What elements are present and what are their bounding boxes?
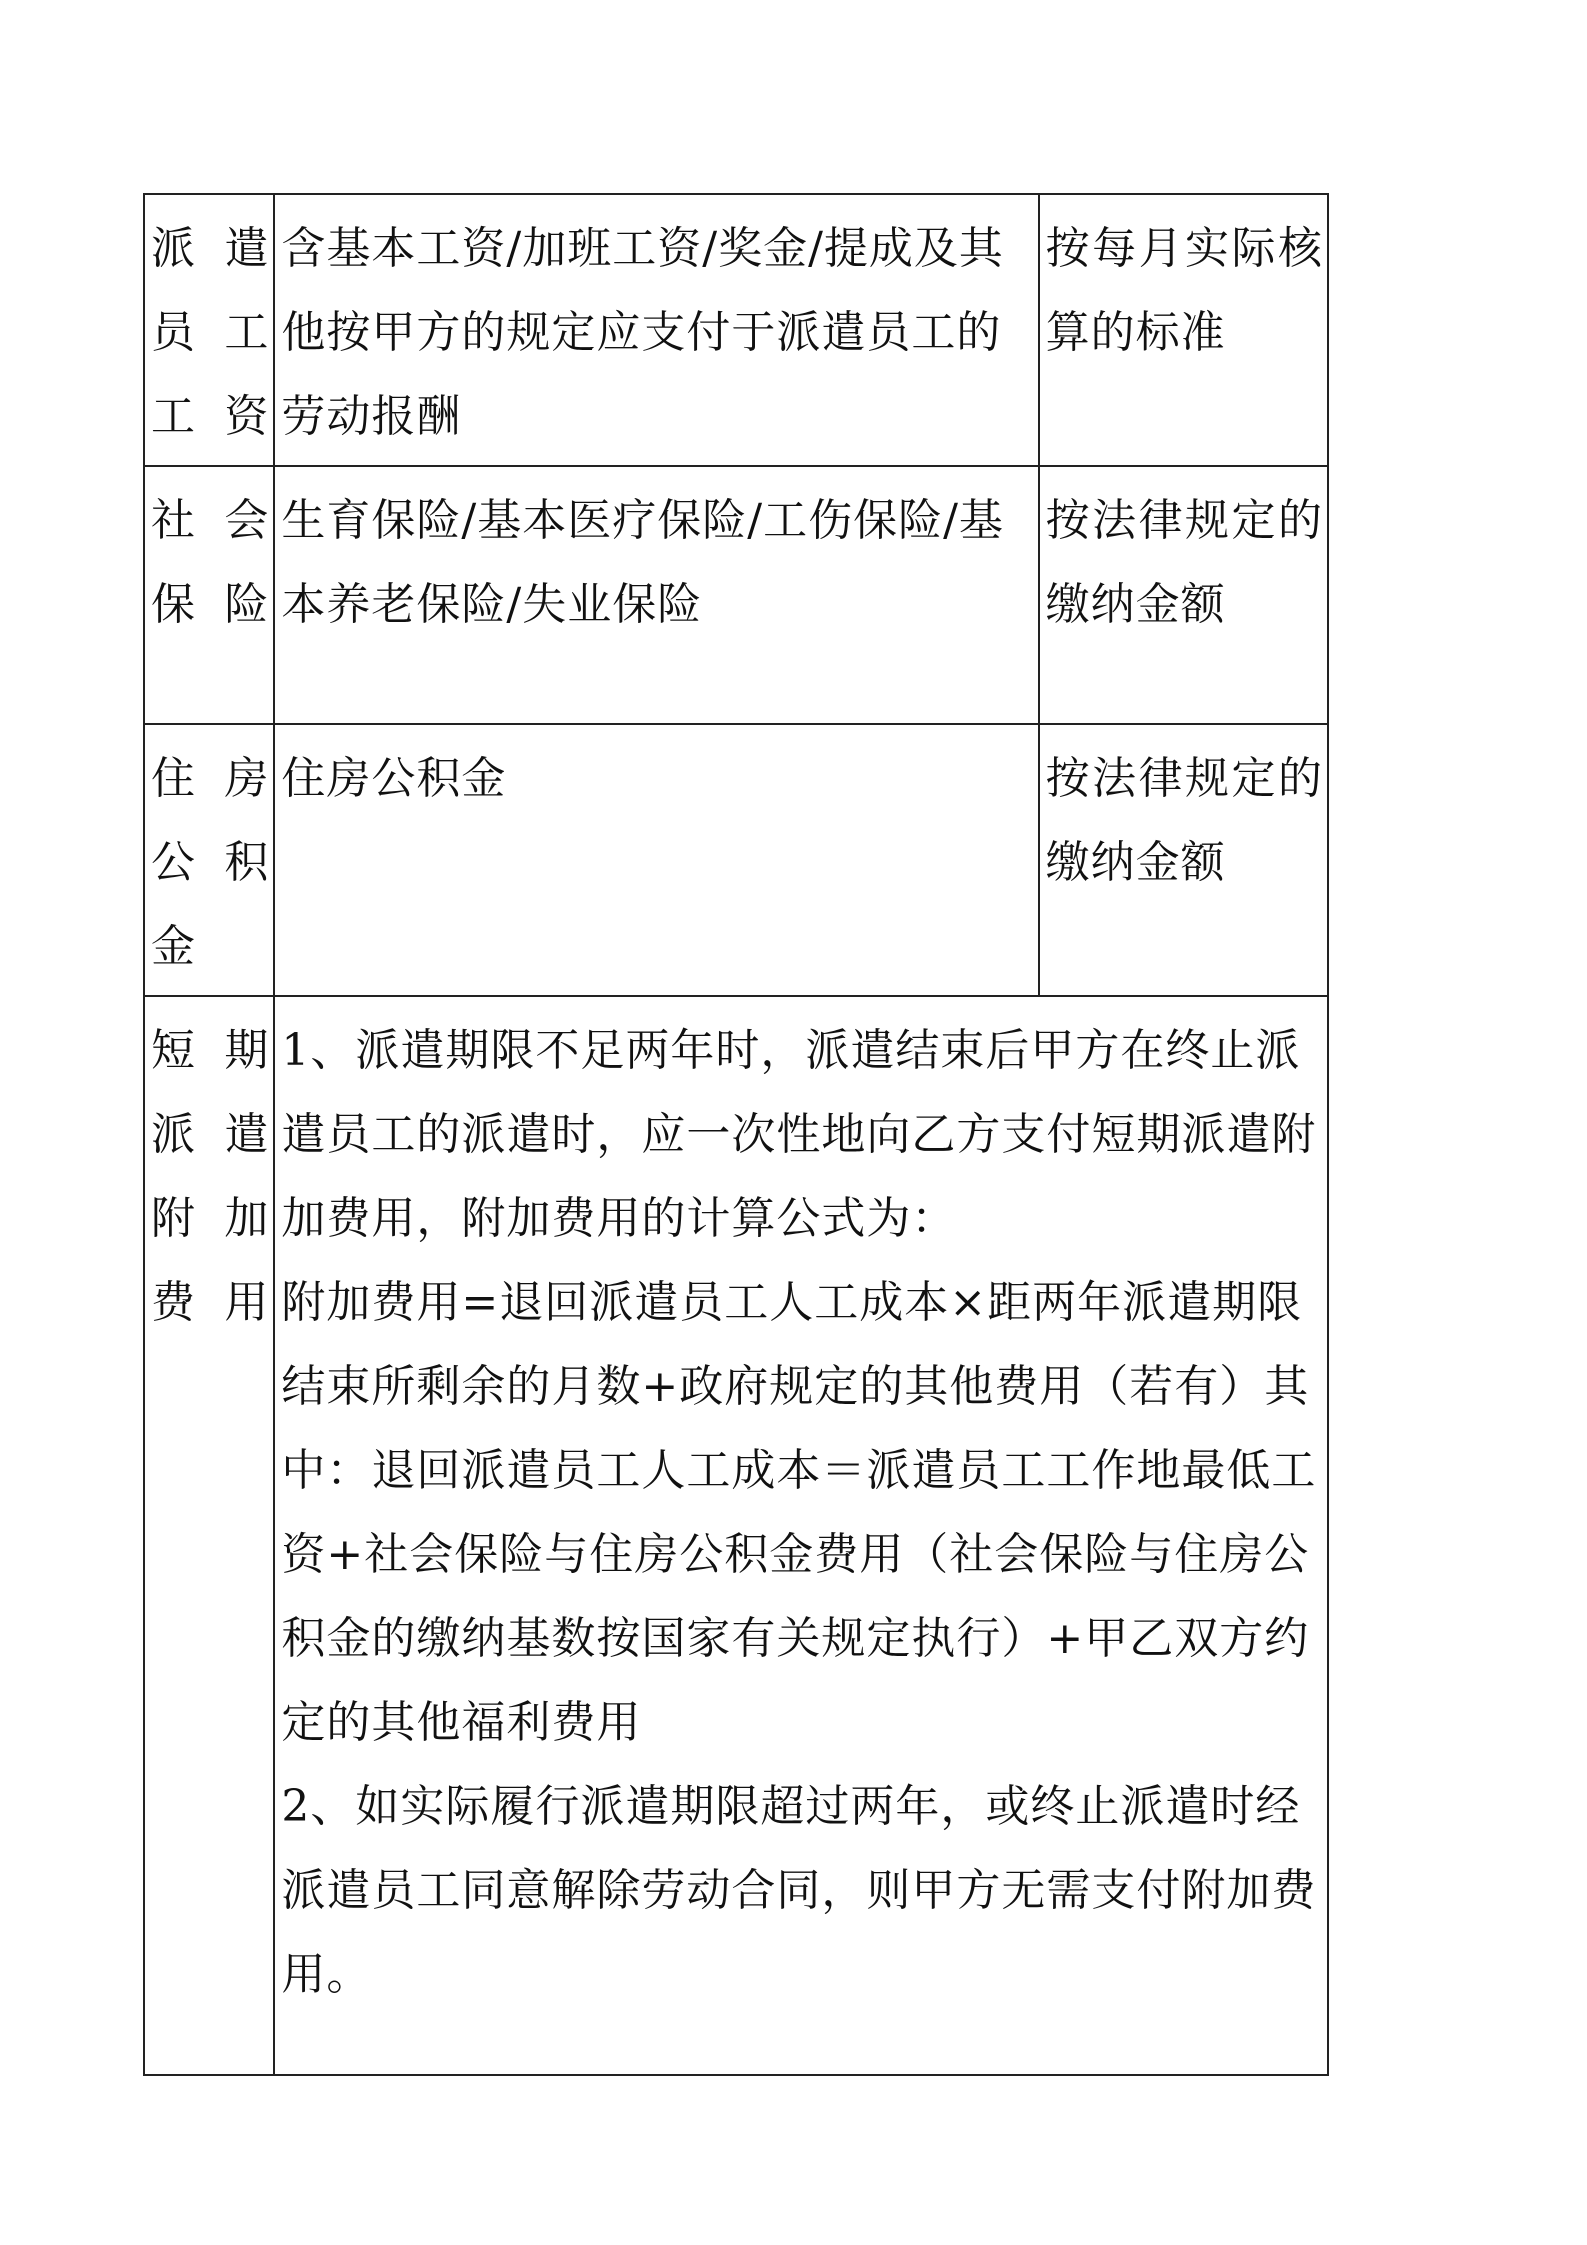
standard-text: 按法律规定的缴纳金额 [1045, 753, 1323, 888]
standard-text: 按法律规定的缴纳金额 [1045, 495, 1323, 630]
category-cell [144, 466, 274, 724]
content-paragraph: 含基本工资/加班工资/奖金/提成及其他按甲方的规定应支付于派遣员工的劳动报酬 [281, 223, 1004, 442]
content-paragraph: 住房公积金 [281, 753, 507, 804]
standard-text: 按每月实际核算的标准 [1045, 223, 1323, 358]
content-cell [274, 194, 1038, 466]
category-label: 短期派遣附加费用 [151, 1025, 270, 1328]
fee-table [143, 193, 1329, 2076]
content-cell [274, 996, 1328, 2075]
content-paragraph: 生育保险/基本医疗保险/工伤保险/基本养老保险/失业保险 [281, 495, 1004, 630]
standard-cell [1039, 466, 1328, 724]
table-row [144, 996, 1328, 2075]
content-paragraph: 1、派遣期限不足两年时，派遣结束后甲方在终止派遣员工的派遣时，应一次性地向乙方支付短期派遣附加费用，附加费用的计算公式为： [281, 1025, 1317, 1244]
standard-cell [1039, 194, 1328, 466]
content-cell [274, 724, 1038, 996]
category-label: 社会保险 [151, 495, 270, 630]
content-paragraph: 2、如实际履行派遣期限超过两年，或终止派遣时经派遣员工同意解除劳动合同，则甲方无需支付附加费用。 [281, 1781, 1317, 2000]
category-cell [144, 724, 274, 996]
category-cell [144, 194, 274, 466]
table-row [144, 466, 1328, 724]
standard-cell [1039, 724, 1328, 996]
table-row [144, 194, 1328, 466]
table-row [144, 724, 1328, 996]
category-label: 住房公积金 [151, 753, 270, 972]
content-cell [274, 466, 1038, 724]
category-label: 派遣员工工资 [151, 223, 270, 442]
content-paragraph: 附加费用=退回派遣员工人工成本×距两年派遣期限结束所剩余的月数+政府规定的其他费用（若有）其中：退回派遣员工人工成本＝派遣员工工作地最低工资+社会保险与住房公积金费用（社会保险与住房公积金的缴纳基数按国家有关规定执行）+甲乙双方约定的其他福利费用 [281, 1277, 1317, 1748]
category-cell [144, 996, 274, 2075]
